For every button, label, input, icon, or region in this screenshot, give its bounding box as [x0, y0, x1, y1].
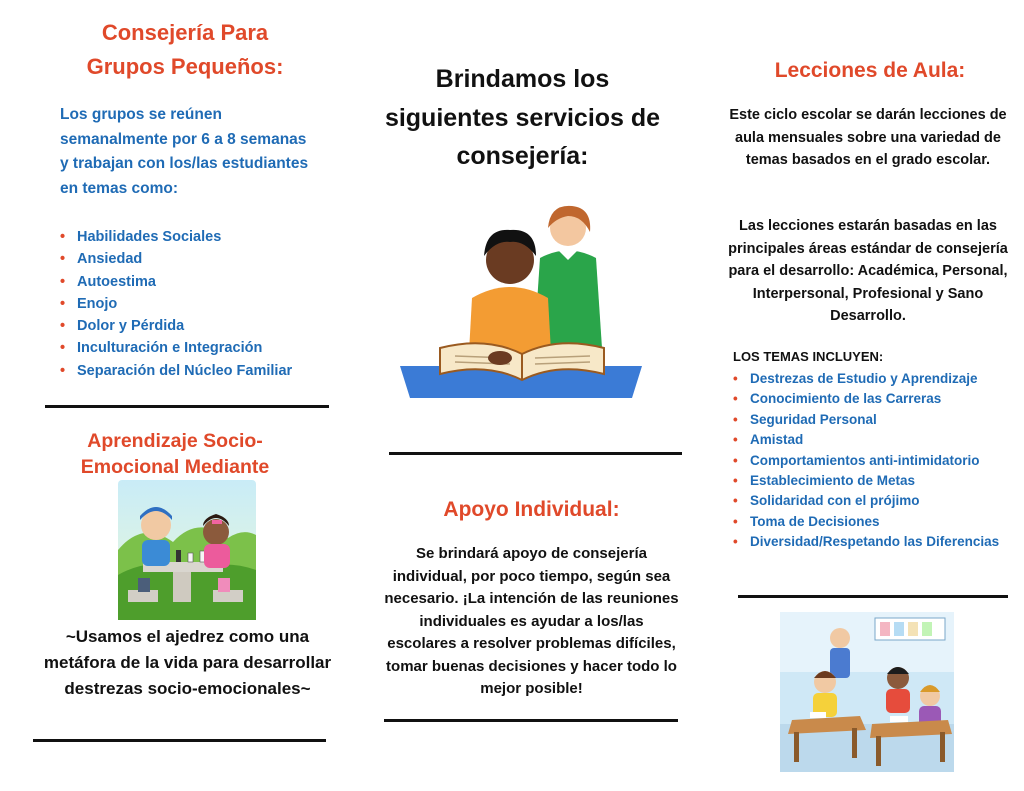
classroom-lessons-paragraph-2: Las lecciones estarán basadas en las principales áreas estándar de consejería para el desarrollo: Académica, Personal, Interpersonal, Profesional y Sano Desarrollo.	[728, 218, 1008, 324]
list-item: • Solidaridad con el prójimo	[733, 491, 1013, 511]
list-item: • Autoestima	[60, 271, 315, 293]
list-item: • Inculturación e Integración	[60, 337, 315, 359]
list-item: • Ansiedad	[60, 248, 315, 270]
services-title: Brindamos los siguientes servicios de consejería:	[384, 65, 661, 170]
list-item: • Conocimiento de las Carreras	[733, 389, 1013, 409]
divider	[389, 452, 682, 455]
small-groups-title-line2: Grupos Pequeños:	[86, 54, 284, 79]
small-groups-intro: Los grupos se reúnen semanalmente por 6 a 8 semanas y trabajan con los/las estudiantes en temas como:	[60, 106, 309, 197]
divider	[33, 739, 326, 742]
classroom-lessons-paragraph-1: Este ciclo escolar se darán lecciones de aula mensuales sobre una variedad de temas basados en el grado escolar.	[729, 107, 1007, 168]
chess-metaphor-note: ~Usamos el ajedrez como una metáfora de la vida para desarrollar destrezas socio-emocionales~	[43, 627, 332, 698]
sel-subtitle: Aprendizaje Socio-Emocional Mediante	[80, 430, 270, 478]
divider	[384, 719, 678, 722]
list-item: • Destrezas de Estudio y Aprendizaje	[733, 369, 1013, 389]
list-item: • Enojo	[60, 293, 315, 315]
classroom-illustration	[780, 612, 954, 772]
list-item: • Separación del Núcleo Familiar	[60, 360, 315, 382]
list-item: • Dolor y Pérdida	[60, 315, 315, 337]
topics-heading: LOS TEMAS INCLUYEN:	[733, 349, 884, 364]
small-groups-topic-list	[60, 226, 315, 382]
small-groups-title-line1: Consejería Para	[101, 20, 269, 45]
list-item: • Amistad	[733, 430, 1013, 450]
list-item: • Comportamientos anti-intimidatorio	[733, 451, 1013, 471]
classroom-topic-list	[733, 369, 1013, 553]
list-item: • Seguridad Personal	[733, 410, 1013, 430]
divider	[45, 405, 329, 408]
small-groups-title	[40, 16, 330, 84]
individual-support-body: Se brindará apoyo de consejería individual, por poco tiempo, según sea necesario. ¡La intención de las reuniones individuales es ayudar a los/las escolares a resolver problemas difíciles, tomar buenas decisiones y hacer todo lo mejor posible!	[384, 545, 679, 697]
list-item: • Toma de Decisiones	[733, 512, 1013, 532]
list-item: • Diversidad/Respetando las Diferencias	[733, 532, 1013, 552]
chess-players-illustration	[118, 480, 256, 620]
list-item: • Habilidades Sociales	[60, 226, 315, 248]
reading-tutor-illustration	[400, 198, 642, 410]
classroom-lessons-title: Lecciones de Aula:	[774, 59, 966, 82]
individual-support-title: Apoyo Individual:	[443, 498, 620, 521]
divider	[738, 595, 1008, 598]
list-item: • Establecimiento de Metas	[733, 471, 1013, 491]
